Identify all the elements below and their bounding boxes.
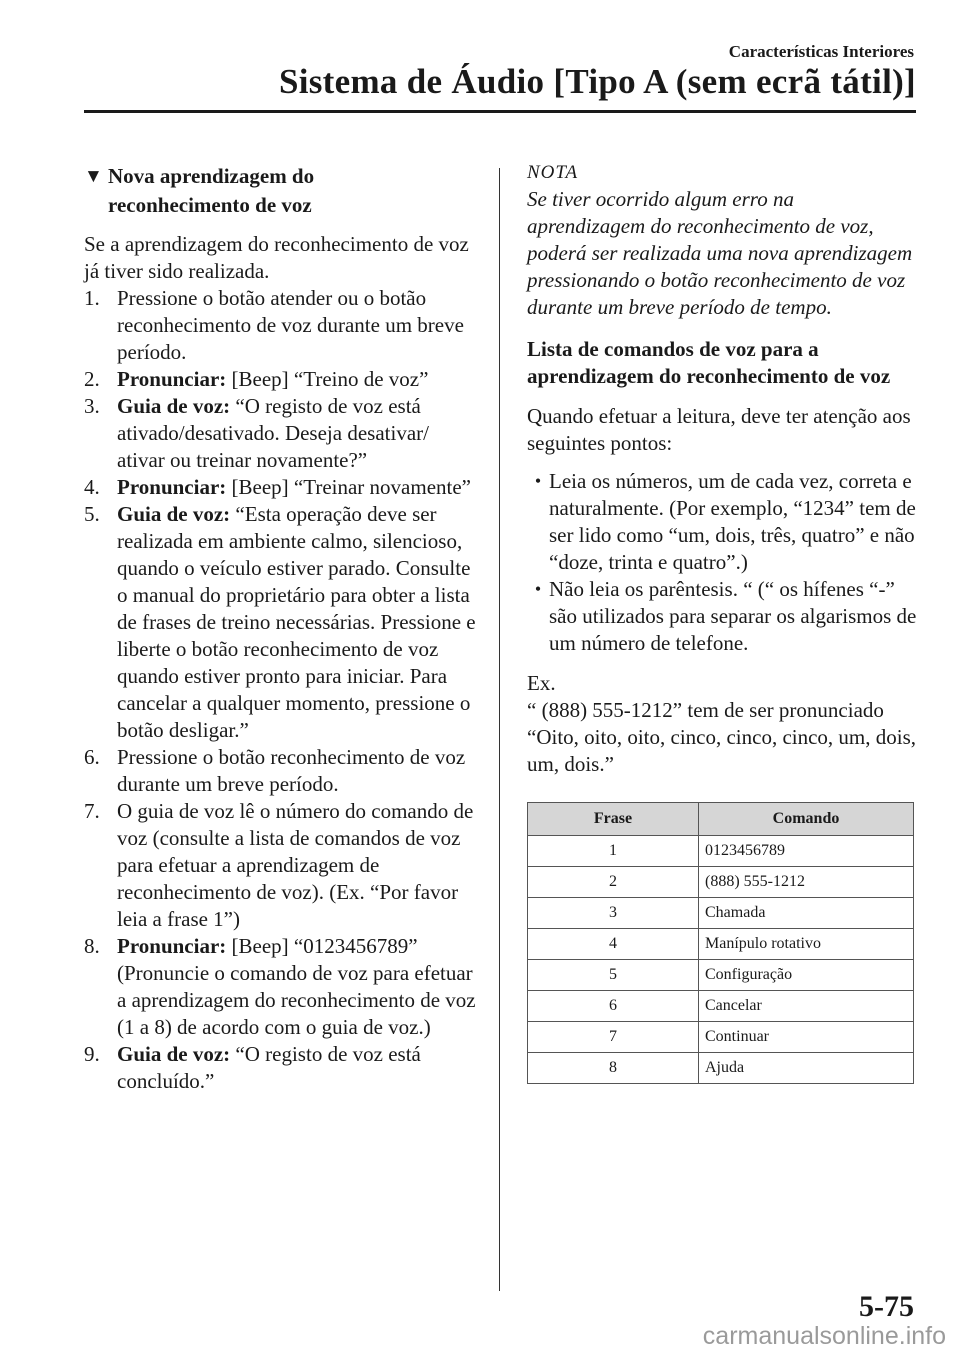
sub-heading-line-1: Nova aprendizagem do xyxy=(108,164,315,188)
step-number: 5. xyxy=(84,502,100,526)
table-row xyxy=(528,898,914,929)
step-text xyxy=(117,393,476,474)
step-body: [Beep] “Treino de voz” xyxy=(226,367,429,391)
step-label: Pronunciar: xyxy=(117,934,227,958)
command-text: Ajuda xyxy=(699,1053,914,1084)
note-label: NOTA xyxy=(527,162,579,183)
step-body: “O registo de voz está concluído.” xyxy=(117,1042,421,1093)
example-label: Ex. xyxy=(527,671,556,695)
step-label: Pronunciar: xyxy=(117,475,227,499)
header-rule xyxy=(84,110,916,113)
note-text: Se tiver ocorrido algum erro na aprendizagem do reconhecimento de voz, poderá ser realizada uma nova aprendizagem pressionando o botão reconhecimento de voz durante um breve período de tempo. xyxy=(527,187,913,319)
sub-heading-line-2: reconhecimento de voz xyxy=(108,193,312,217)
command-text: 0123456789 xyxy=(699,836,914,867)
step-text xyxy=(117,744,476,798)
sub-heading xyxy=(84,162,476,220)
column-divider xyxy=(499,168,500,1291)
step-body: “O registo de voz está ativado/desativado. Deseja desativar/ ativar ou treinar novamente?” xyxy=(117,394,429,472)
phrase-number: 5 xyxy=(528,960,699,991)
step-label: Pronunciar: xyxy=(117,367,227,391)
step-text xyxy=(117,285,476,366)
step-body: Pressione o botão atender ou o botão reconhecimento de voz durante um breve período. xyxy=(117,286,464,364)
step-body: O guia de voz lê o número do comando de voz (consulte a lista de comandos de voz para efetuar a aprendizagem de reconhecimento de voz). (Ex. “Por favor leia a frase 1”) xyxy=(117,799,474,931)
phrase-number: 8 xyxy=(528,1053,699,1084)
table-row xyxy=(528,1022,914,1053)
reading-intro: Quando efetuar a leitura, deve ter atenção aos seguintes pontos: xyxy=(527,404,911,455)
left-column xyxy=(84,160,476,1095)
command-text: Configuração xyxy=(699,960,914,991)
phrase-number: 2 xyxy=(528,867,699,898)
bullet-icon: • xyxy=(534,579,542,599)
page-number: 5-75 xyxy=(859,1290,914,1323)
right-column xyxy=(527,160,917,1084)
phrase-number: 3 xyxy=(528,898,699,929)
step-item xyxy=(84,1041,476,1095)
step-label: Guia de voz: xyxy=(117,502,231,526)
steps-list xyxy=(84,285,476,1095)
command-text: Cancelar xyxy=(699,991,914,1022)
reading-tips xyxy=(527,468,917,657)
intro-text: Se a aprendizagem do reconhecimento de voz já tiver sido realizada. xyxy=(84,232,469,283)
command-text: Continuar xyxy=(699,1022,914,1053)
example-text: “ (888) 555-1212” tem de ser pronunciado “Oito, oito, oito, cinco, cinco, cinco, um, dois, um, dois.” xyxy=(527,698,917,776)
step-item xyxy=(84,501,476,744)
step-label: Guia de voz: xyxy=(117,1042,231,1066)
step-item xyxy=(84,285,476,366)
step-text xyxy=(117,933,476,1041)
table-row xyxy=(528,991,914,1022)
step-number: 4. xyxy=(84,475,100,499)
step-text xyxy=(117,501,476,744)
list-item xyxy=(527,576,917,657)
phrase-number: 7 xyxy=(528,1022,699,1053)
step-text xyxy=(117,798,476,933)
step-number: 3. xyxy=(84,394,100,418)
phrase-number: 6 xyxy=(528,991,699,1022)
step-body: [Beep] “Treinar novamente” xyxy=(226,475,471,499)
step-number: 7. xyxy=(84,799,100,823)
step-number: 1. xyxy=(84,286,100,310)
command-list-heading: Lista de comandos de voz para a aprendizagem do reconhecimento de voz xyxy=(527,337,891,388)
table-header-row xyxy=(528,803,914,836)
step-number: 6. xyxy=(84,745,100,769)
table-row xyxy=(528,867,914,898)
phrase-number: 1 xyxy=(528,836,699,867)
step-body: Pressione o botão reconhecimento de voz durante um breve período. xyxy=(117,745,466,796)
step-text xyxy=(117,474,476,501)
table-row xyxy=(528,1053,914,1084)
step-item xyxy=(84,798,476,933)
section-title: Sistema de Áudio [Tipo A (sem ecrã tátil)] xyxy=(278,62,916,101)
step-text xyxy=(117,1041,476,1095)
step-number: 8. xyxy=(84,934,100,958)
list-item xyxy=(527,468,917,576)
step-item xyxy=(84,744,476,798)
step-item xyxy=(84,366,476,393)
step-item xyxy=(84,933,476,1041)
bullet-text: Não leia os parêntesis. “ (“ os hífenes “-” são utilizados para separar os algarismos de um número de telefone. xyxy=(549,577,917,655)
step-body: “Esta operação deve ser realizada em ambiente calmo, silencioso, quando o veículo estiver parado. Consulte o manual do proprietário para obter a lista de frases de treino necessárias. Pressione e liberte o botão reconhecimento de voz quando estiver pronto para iniciar. Para cancelar a qualquer momento, pressione o botão desligar.” xyxy=(117,502,476,742)
triangle-down-icon: ▼ xyxy=(84,166,103,187)
command-table xyxy=(527,802,914,1084)
step-item xyxy=(84,393,476,474)
command-text: (888) 555-1212 xyxy=(699,867,914,898)
command-text: Chamada xyxy=(699,898,914,929)
step-number: 9. xyxy=(84,1042,100,1066)
column-header-command: Comando xyxy=(699,803,914,836)
step-text xyxy=(117,366,476,393)
watermark: carmanualsonline.info xyxy=(702,1322,946,1350)
bullet-icon: • xyxy=(534,471,542,491)
step-body: [Beep] “0123456789” (Pronuncie o comando de voz para efetuar a aprendizagem do reconhecimento de voz (1 a 8) de acordo com o guia de voz.) xyxy=(117,934,476,1039)
table-row xyxy=(528,960,914,991)
step-label: Guia de voz: xyxy=(117,394,231,418)
step-number: 2. xyxy=(84,367,100,391)
command-text: Manípulo rotativo xyxy=(699,929,914,960)
phrase-number: 4 xyxy=(528,929,699,960)
chapter-label: Características Interiores xyxy=(728,42,914,61)
column-header-phrase: Frase xyxy=(528,803,699,836)
table-row xyxy=(528,836,914,867)
table-row xyxy=(528,929,914,960)
bullet-text: Leia os números, um de cada vez, correta e naturalmente. (Por exemplo, “1234” tem de ser lido como “um, dois, três, quatro” e não “doze, trinta e quatro”.) xyxy=(549,469,916,574)
step-item xyxy=(84,474,476,501)
